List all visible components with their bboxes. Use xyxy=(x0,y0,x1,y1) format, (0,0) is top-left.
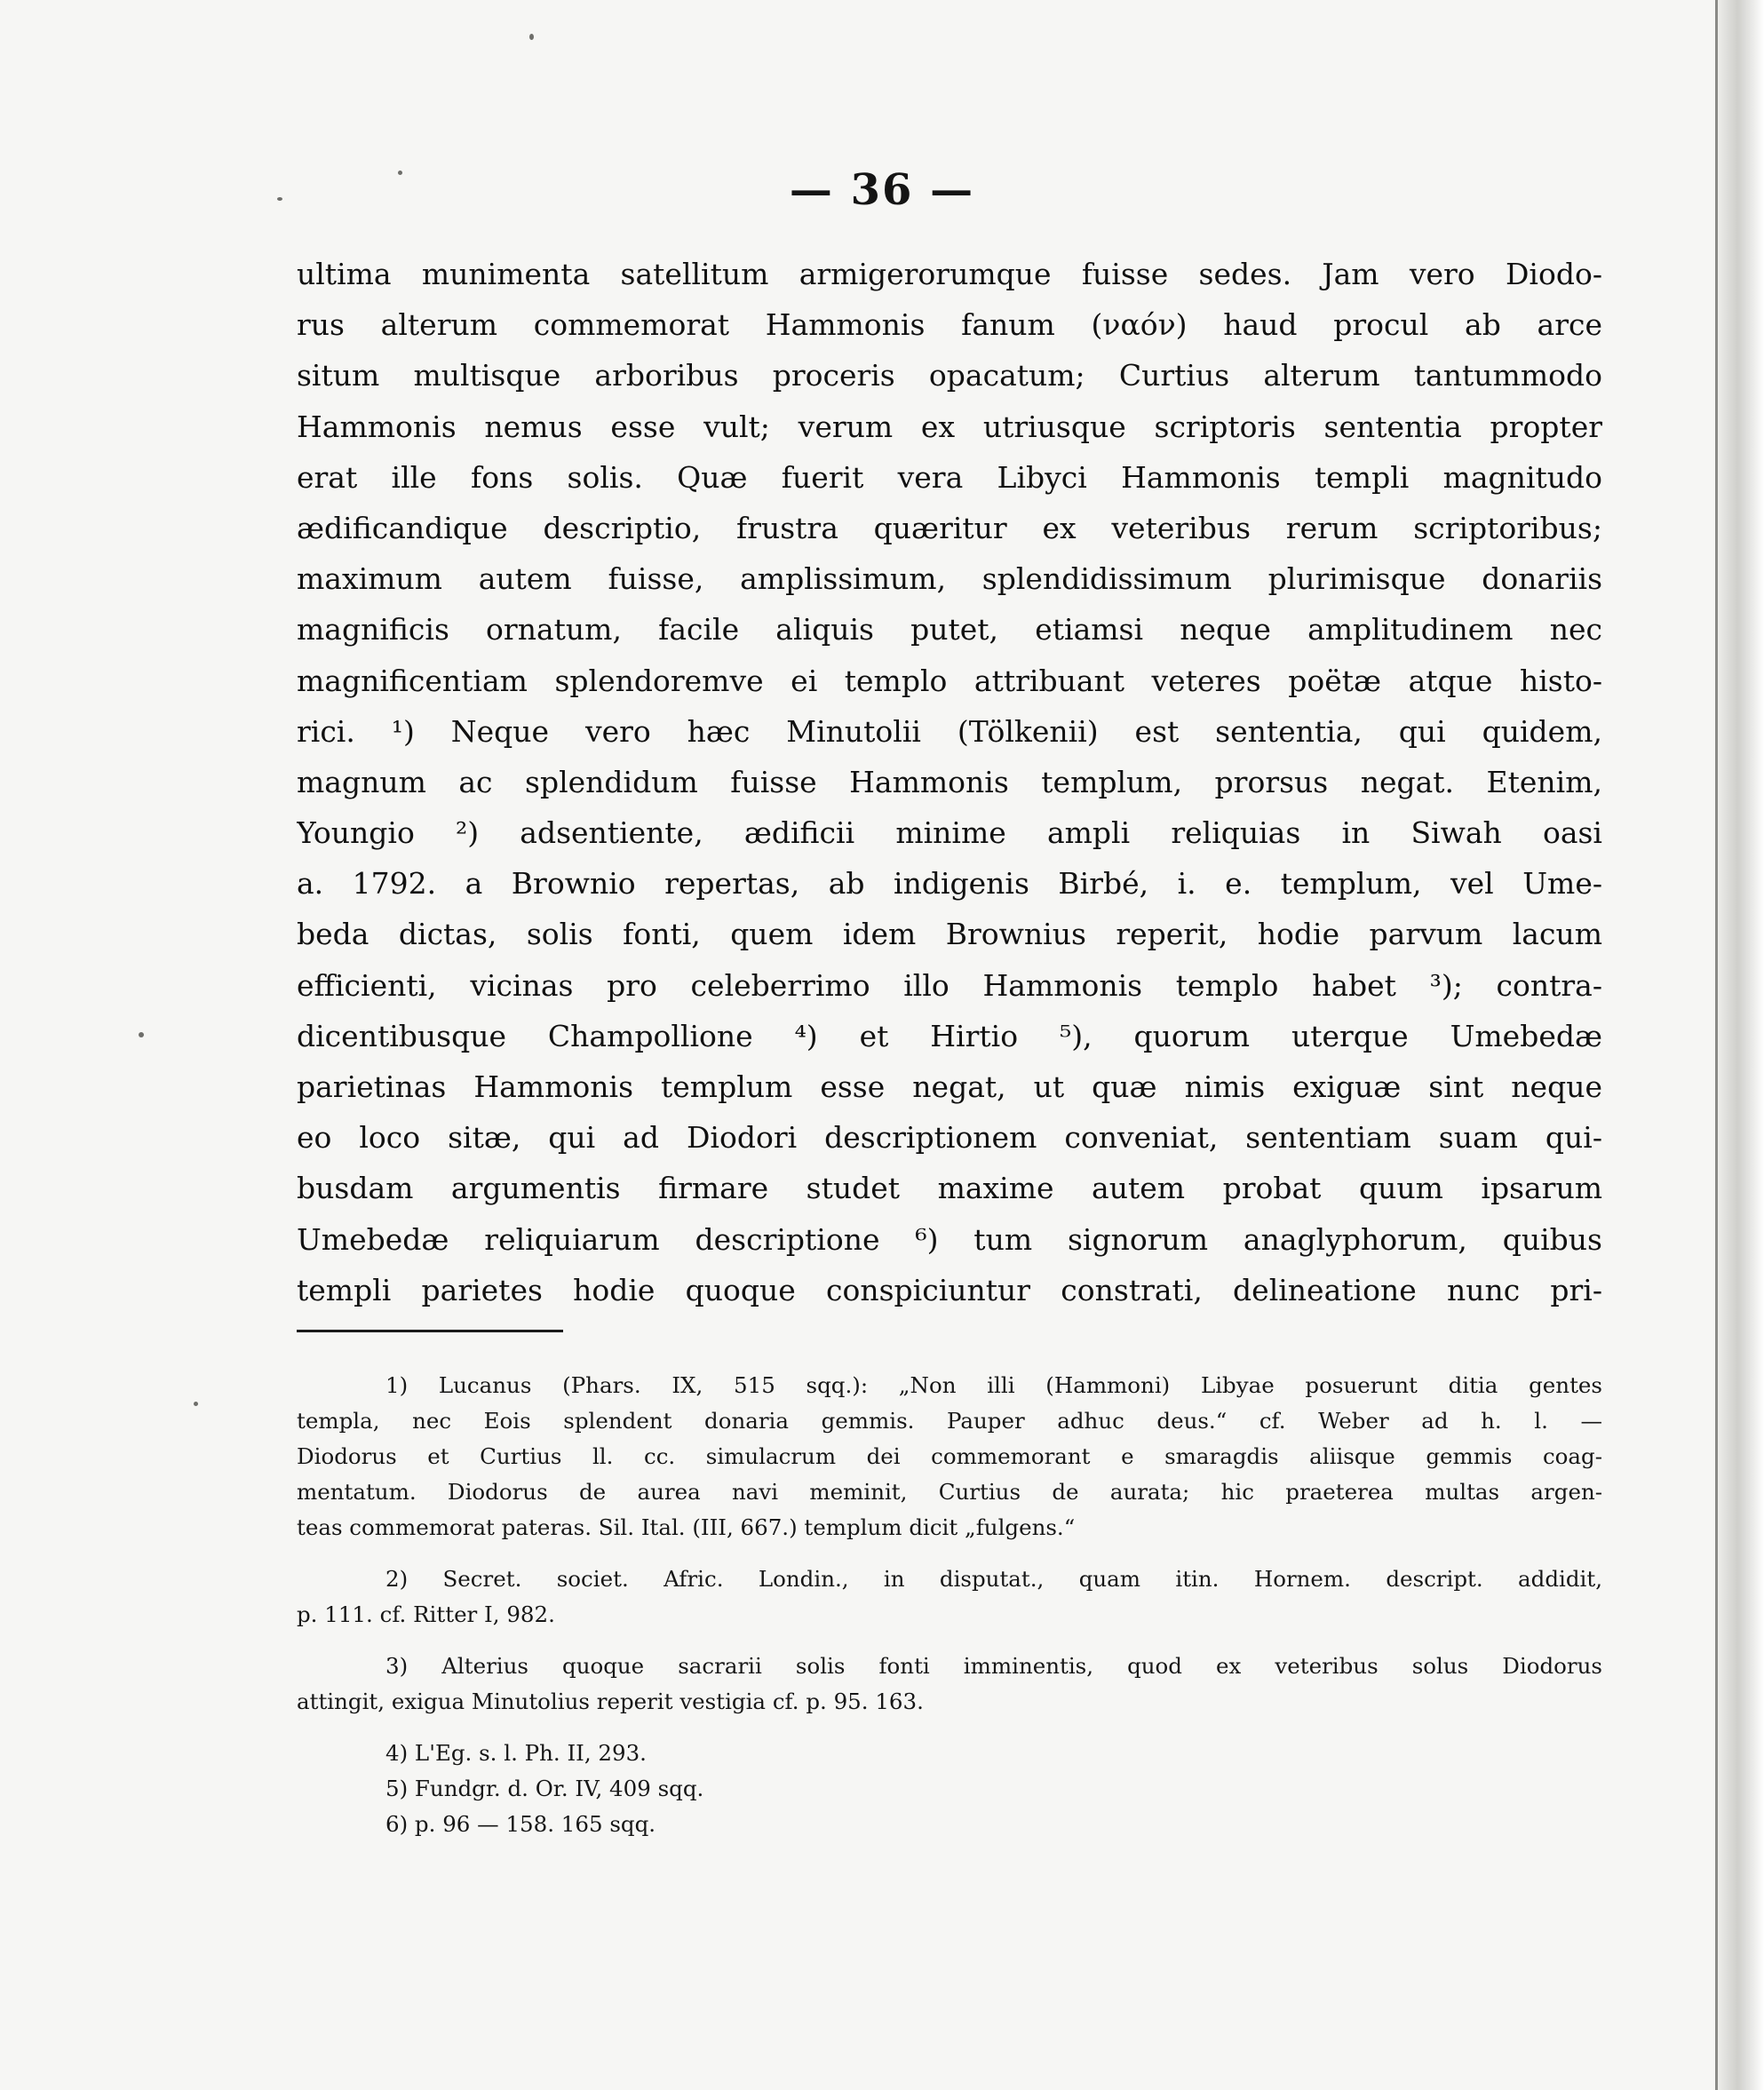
footnote-6 xyxy=(297,1807,1602,1842)
text-line: erat ille fons solis. Quæ fuerit vera Libyci Hammonis templi magnitudo xyxy=(297,459,1602,495)
page-gutter-shadow xyxy=(1716,0,1764,2090)
footnote-line: 4) L'Eg. s. l. Ph. II, 293. xyxy=(385,1740,647,1766)
text-line: magnificentiam splendoremve ei templo attribuant veteres poëtæ atque histo- xyxy=(297,663,1602,698)
text-line: templi parietes hodie quoque conspiciuntur constrati, delineatione nunc pri- xyxy=(297,1272,1602,1307)
text-line: beda dictas, solis fonti, quem idem Brownius reperit, hodie parvum lacum xyxy=(297,917,1602,952)
text-line: situm multisque arboribus proceris opacatum; Curtius alterum tantummodo xyxy=(297,358,1602,393)
footnote-1 xyxy=(297,1368,1602,1546)
footnote-line: 1) Lucanus (Phars. IX, 515 sqq.): „Non illi (Hammoni) Libyae posuerunt ditia gentes xyxy=(385,1372,1602,1398)
text-line: a. 1792. a Brownio repertas, ab indigenis Birbé, i. e. templum, vel Ume- xyxy=(297,866,1602,902)
footnote-line: 5) Fundgr. d. Or. IV, 409 sqq. xyxy=(385,1776,704,1801)
footnote-line: p. 111. cf. Ritter I, 982. xyxy=(297,1601,555,1627)
text-line: rici. ¹) Neque vero hæc Minutolii (Tölkenii) est sententia, qui quidem, xyxy=(297,713,1602,749)
scan-speck xyxy=(139,1032,144,1037)
main-text xyxy=(297,249,1602,1315)
text-line: Youngio ²) adsentiente, ædificii minime ampli reliquias in Siwah oasi xyxy=(297,815,1602,851)
text-line: dicentibusque Champollione ⁴) et Hirtio ⁵), quorum uterque Umebedæ xyxy=(297,1018,1602,1053)
footnote-line: 6) p. 96 — 158. 165 sqq. xyxy=(385,1811,656,1837)
text-line: rus alterum commemorat Hammonis fanum (ναόν) haud procul ab arce xyxy=(297,307,1602,343)
text-line: efficienti, vicinas pro celeberrimo illo Hammonis templo habet ³); contra- xyxy=(297,967,1602,1003)
scan-speck xyxy=(194,1402,198,1406)
text-line: maximum autem fuisse, amplissimum, splendidissimum plurimisque donariis xyxy=(297,561,1602,597)
footnotes xyxy=(297,1368,1602,1842)
footnote-line: teas commemorat pateras. Sil. Ital. (III, 667.) templum dicit „fulgens.“ xyxy=(297,1514,1076,1540)
footnote-line: mentatum. Diodorus de aurea navi meminit, Curtius de aurata; hic praeterea multas argen- xyxy=(297,1479,1602,1505)
text-line: ultima munimenta satellitum armigerorumque fuisse sedes. Jam vero Diodo- xyxy=(297,257,1602,291)
text-line: magnum ac splendidum fuisse Hammonis templum, prorsus negat. Etenim, xyxy=(297,764,1602,799)
page-number: — 36 — xyxy=(789,165,975,215)
footnote-line: templa, nec Eois splendent donaria gemmis. Pauper adhuc deus.“ cf. Weber ad h. l. — xyxy=(297,1408,1602,1434)
footnote-line: 3) Alterius quoque sacrarii solis fonti imminentis, quod ex veteribus solus Diodorus xyxy=(385,1653,1602,1679)
text-line: ædificandique descriptio, frustra quæritur ex veteribus rerum scriptoribus; xyxy=(297,510,1602,545)
footnote-2 xyxy=(297,1562,1602,1633)
footnote-line: 2) Secret. societ. Afric. Londin., in disputat., quam itin. Hornem. descript. addidit, xyxy=(385,1566,1602,1592)
footnote-4 xyxy=(297,1736,1602,1771)
text-line: Umebedæ reliquiarum descriptione ⁶) tum signorum anaglyphorum, quibus xyxy=(297,1221,1602,1257)
footnote-separator-rule xyxy=(297,1330,563,1332)
footnote-5 xyxy=(297,1771,1602,1807)
text-line: eo loco sitæ, qui ad Diodori descriptionem conveniat, sententiam suam qui- xyxy=(297,1120,1602,1156)
page-edge-line xyxy=(1715,0,1718,2090)
footnote-line: attingit, exigua Minutolius reperit vestigia cf. p. 95. 163. xyxy=(297,1689,924,1714)
scan-speck xyxy=(529,34,534,40)
text-line: Hammonis nemus esse vult; verum ex utriusque scriptoris sententia propter xyxy=(297,409,1602,444)
footnote-line: Diodorus et Curtius ll. cc. simulacrum dei commemorant e smaragdis aliisque gemmis coag- xyxy=(297,1443,1602,1469)
text-line: parietinas Hammonis templum esse negat, ut quæ nimis exiguæ sint neque xyxy=(297,1069,1602,1104)
footnote-3 xyxy=(297,1649,1602,1720)
text-line: magnificis ornatum, facile aliquis putet, etiamsi neque amplitudinem nec xyxy=(297,612,1602,648)
text-line: busdam argumentis firmare studet maxime autem probat quum ipsarum xyxy=(297,1171,1602,1206)
